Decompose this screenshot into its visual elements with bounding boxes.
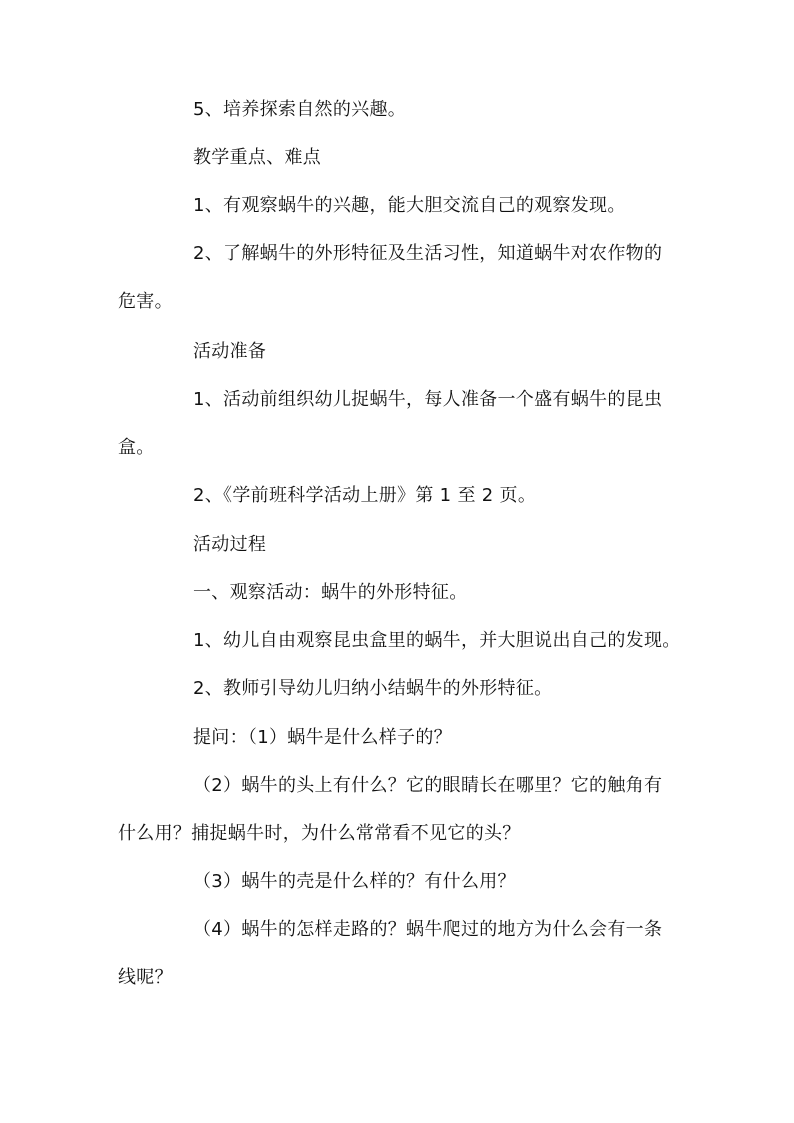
text-line-prep-1: 1、活动前组织幼儿捉蜗牛，每人准备一个盛有蜗牛的昆虫 — [193, 389, 663, 410]
text-line-step-1: 一、观察活动：蜗牛的外形特征。 — [193, 582, 468, 603]
section-heading-process: 活动过程 — [193, 534, 267, 555]
section-heading-key-points: 教学重点、难点 — [193, 147, 322, 168]
text-line-goal-5: 5、培养探索自然的兴趣。 — [193, 99, 407, 120]
text-line-prep-1-cont: 盒。 — [118, 437, 155, 458]
text-line-key-point-1: 1、有观察蜗牛的兴趣，能大胆交流自己的观察发现。 — [193, 195, 626, 216]
text-line-step-1-1: 1、幼儿自由观察昆虫盒里的蜗牛，并大胆说出自己的发现。 — [193, 630, 681, 651]
text-line-question-1: 提问：（1）蜗牛是什么样子的？ — [193, 727, 452, 748]
text-line-question-4-cont: 线呢？ — [118, 967, 173, 988]
section-heading-preparation: 活动准备 — [193, 341, 267, 362]
text-line-key-point-2-cont: 危害。 — [118, 291, 173, 312]
text-line-key-point-2: 2、了解蜗牛的外形特征及生活习性，知道蜗牛对农作物的 — [193, 243, 663, 264]
text-line-step-1-2: 2、教师引导幼儿归纳小结蜗牛的外形特征。 — [193, 678, 553, 699]
text-line-question-2: （2）蜗牛的头上有什么？它的眼睛长在哪里？它的触角有 — [193, 775, 663, 796]
text-line-question-4: （4）蜗牛的怎样走路的？蜗牛爬过的地方为什么会有一条 — [193, 919, 663, 940]
text-line-question-2-cont: 什么用？捕捉蜗牛时，为什么常常看不见它的头？ — [118, 823, 521, 844]
text-line-question-3: （3）蜗牛的壳是什么样的？有什么用？ — [193, 871, 516, 892]
text-line-prep-2: 2、《学前班科学活动上册》第 1 至 2 页。 — [193, 485, 537, 506]
